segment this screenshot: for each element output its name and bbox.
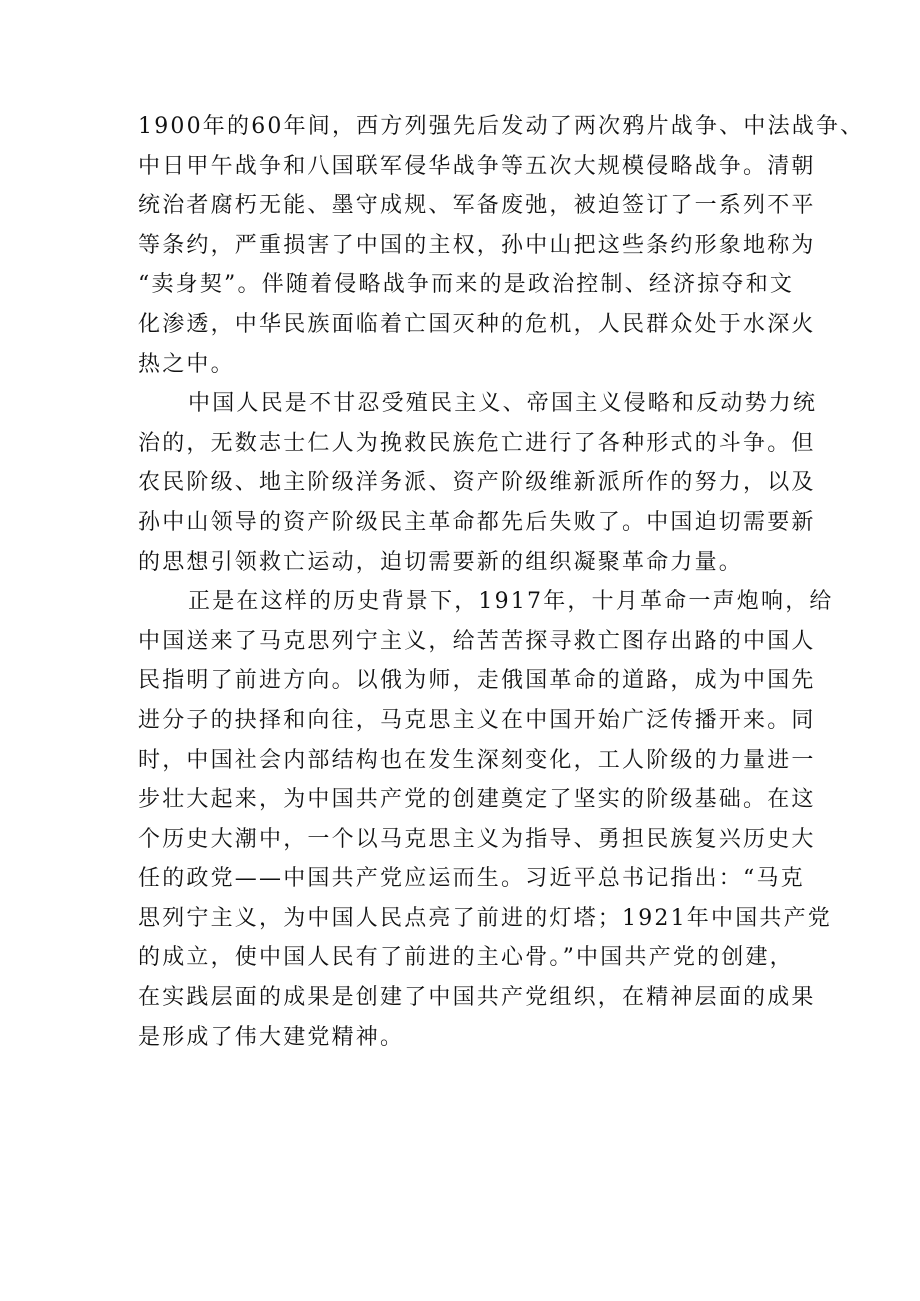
text-line: 民指明了前进方向。以俄为师，走俄国革命的道路，成为中国先 [138, 668, 816, 694]
text-line: 中日甲午战争和八国联军侵华战争等五次大规模侵略战争。清朝 [138, 153, 816, 179]
text-line: 热之中。 [138, 351, 235, 377]
text-line: 任的政党——中国共产党应运而生。习近平总书记指出：“马克 [138, 866, 805, 892]
text-line: 的思想引领救亡运动，迫切需要新的组织凝聚革命力量。 [138, 549, 744, 575]
text-line: 统治者腐朽无能、墨守成规、军备废弛，被迫签订了一系列不平 [138, 193, 816, 219]
document-body [138, 107, 865, 1057]
text-line: 等条约，严重损害了中国的主权，孙中山把这些条约形象地称为 [138, 232, 816, 258]
paragraph-3 [138, 582, 834, 1057]
text-line: 农民阶级、地主阶级洋务派、资产阶级维新派所作的努力，以及 [138, 470, 816, 496]
text-line: 在实践层面的成果是创建了中国共产党组织，在精神层面的成果 [138, 985, 816, 1011]
text-line: 治的，无数志士仁人为挽救民族危亡进行了各种形式的斗争。但 [138, 430, 816, 456]
text-line: 的成立，使中国人民有了前进的主心骨。”中国共产党的创建， [138, 945, 794, 971]
text-line: 是形成了伟大建党精神。 [138, 1024, 405, 1050]
text-line: 中国人民是不甘忍受殖民主义、帝国主义侵略和反动势力统 [188, 391, 818, 417]
text-line: 时，中国社会内部结构也在发生深刻变化，工人阶级的力量进一 [138, 747, 816, 773]
text-line: 步壮大起来，为中国共产党的创建奠定了坚实的阶级基础。在这 [138, 787, 816, 813]
paragraph-1 [138, 107, 865, 384]
paragraph-2 [138, 384, 818, 582]
text-line: 中国送来了马克思列宁主义，给苦苦探寻救亡图存出路的中国人 [138, 628, 816, 654]
text-line: 思列宁主义，为中国人民点亮了前进的灯塔；1921年中国共产党 [138, 905, 832, 931]
text-line: 正是在这样的历史背景下，1917年，十月革命一声炮响，给 [188, 589, 834, 615]
text-line: “卖身契”。伴随着侵略战争而来的是政治控制、经济掠夺和文 [138, 272, 795, 298]
text-line: 1900年的60年间，西方列强先后发动了两次鸦片战争、中法战争、 [138, 114, 865, 139]
text-line: 个历史大潮中，一个以马克思主义为指导、勇担民族复兴历史大 [138, 826, 816, 852]
text-line: 化渗透，中华民族面临着亡国灭种的危机，人民群众处于水深火 [138, 311, 816, 337]
text-line: 孙中山领导的资产阶级民主革命都先后失败了。中国迫切需要新 [138, 509, 816, 535]
text-line: 进分子的抉择和向往，马克思主义在中国开始广泛传播开来。同 [138, 707, 816, 733]
